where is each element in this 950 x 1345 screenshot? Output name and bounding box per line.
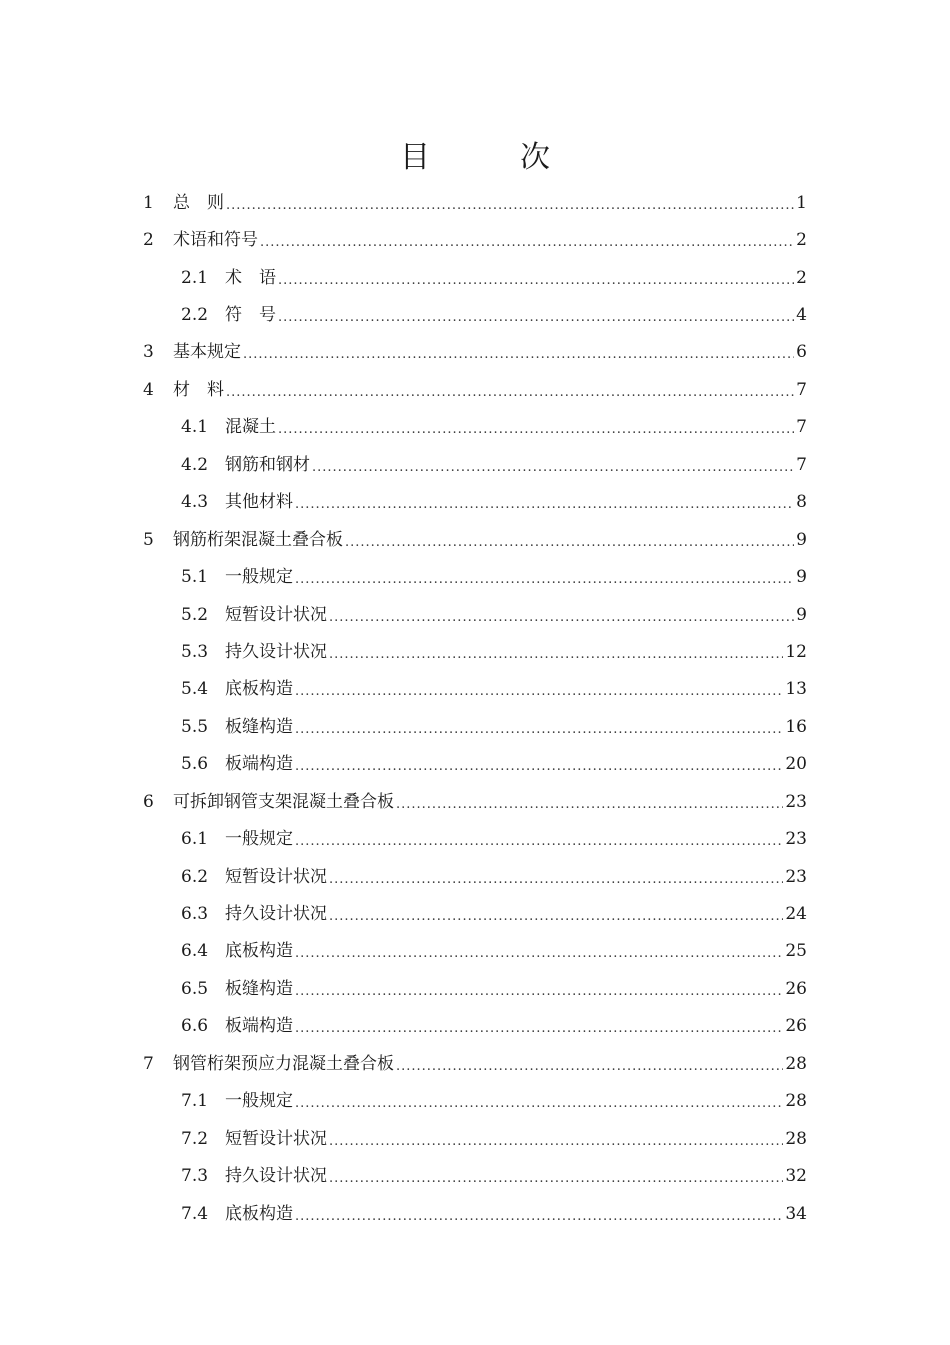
- dot-leader: [295, 829, 783, 849]
- entry-title: 基本规定: [173, 342, 241, 363]
- entry-title: 短暂设计状况: [225, 866, 327, 887]
- entry-title: 钢管桁架预应力混凝土叠合板: [173, 1053, 394, 1074]
- entry-page-number: 26: [785, 978, 807, 999]
- entry-page-number: 7: [796, 417, 807, 438]
- dot-leader: [226, 380, 794, 400]
- entry-number: 4.1: [181, 417, 209, 438]
- toc-title: 目 次: [400, 140, 580, 175]
- toc-chapter-entry[interactable]: [0, 783, 950, 820]
- entry-title: 钢筋桁架混凝土叠合板: [173, 529, 343, 550]
- entry-title: 材 料: [173, 379, 224, 400]
- dot-leader: [295, 979, 783, 999]
- entry-page-number: 7: [796, 379, 807, 400]
- toc-section-entry[interactable]: [0, 895, 950, 932]
- entry-number: 6.5: [181, 978, 209, 999]
- dot-leader: [226, 193, 794, 213]
- entry-title: 持久设计状况: [225, 641, 327, 662]
- entry-page-number: 25: [785, 941, 807, 962]
- entry-title: 板端构造: [225, 1016, 293, 1037]
- dot-leader: [295, 1091, 783, 1111]
- entry-page-number: 32: [785, 1166, 807, 1187]
- entry-number: 6.2: [181, 866, 209, 887]
- entry-page-number: 6: [796, 342, 807, 363]
- toc-section-entry[interactable]: [0, 409, 950, 446]
- dot-leader: [396, 1054, 783, 1074]
- dot-leader: [295, 754, 783, 774]
- dot-leader: [396, 792, 783, 812]
- dot-leader: [278, 305, 794, 325]
- entry-page-number: 9: [796, 529, 807, 550]
- entry-title: 板缝构造: [225, 716, 293, 737]
- entry-title: 底板构造: [225, 941, 293, 962]
- entry-page-number: 1: [796, 192, 807, 213]
- entry-page-number: 28: [785, 1091, 807, 1112]
- entry-page-number: 8: [796, 492, 807, 513]
- entry-number: 4.2: [181, 454, 209, 475]
- entry-number: 6.4: [181, 941, 209, 962]
- toc-chapter-entry[interactable]: [0, 371, 950, 408]
- entry-number: 7.4: [181, 1203, 209, 1224]
- toc-section-entry[interactable]: [0, 259, 950, 296]
- dot-leader: [329, 642, 783, 662]
- toc-section-entry[interactable]: [0, 558, 950, 595]
- toc-section-entry[interactable]: [0, 970, 950, 1007]
- toc-section-entry[interactable]: [0, 746, 950, 783]
- toc-chapter-entry[interactable]: [0, 334, 950, 371]
- toc-chapter-entry[interactable]: [0, 521, 950, 558]
- toc-section-entry[interactable]: [0, 1008, 950, 1045]
- entry-number: 6.3: [181, 904, 209, 925]
- dot-leader: [243, 342, 794, 362]
- entry-number: 7.1: [181, 1091, 209, 1112]
- entry-title: 持久设计状况: [225, 904, 327, 925]
- toc-section-entry[interactable]: [0, 596, 950, 633]
- entry-number: 6.1: [181, 829, 209, 850]
- entry-title: 底板构造: [225, 679, 293, 700]
- entry-number: 6.6: [181, 1016, 209, 1037]
- toc-section-entry[interactable]: [0, 1083, 950, 1120]
- entry-page-number: 34: [785, 1203, 807, 1224]
- entry-number: 2.1: [181, 267, 209, 288]
- entry-number: 5.4: [181, 679, 209, 700]
- entry-number: 5.3: [181, 641, 209, 662]
- entry-page-number: 28: [785, 1053, 807, 1074]
- toc-section-entry[interactable]: [0, 858, 950, 895]
- dot-leader: [295, 717, 783, 737]
- entry-page-number: 24: [785, 904, 807, 925]
- entry-page-number: 23: [785, 829, 807, 850]
- toc-chapter-entry[interactable]: [0, 1045, 950, 1082]
- toc-section-entry[interactable]: [0, 1195, 950, 1232]
- entry-title: 符 号: [225, 305, 276, 326]
- entry-title: 术 语: [225, 267, 276, 288]
- dot-leader: [329, 904, 783, 924]
- entry-page-number: 2: [796, 230, 807, 251]
- entry-page-number: 4: [796, 305, 807, 326]
- entry-number: 5.6: [181, 754, 209, 775]
- toc-section-entry[interactable]: [0, 446, 950, 483]
- entry-page-number: 20: [785, 754, 807, 775]
- entry-number: 3: [143, 342, 154, 363]
- entry-title: 板缝构造: [225, 978, 293, 999]
- entry-title: 混凝土: [225, 417, 276, 438]
- toc-section-entry[interactable]: [0, 484, 950, 521]
- toc-list: [0, 184, 950, 1232]
- dot-leader: [295, 941, 783, 961]
- dot-leader: [295, 1204, 783, 1224]
- dot-leader: [260, 230, 794, 250]
- entry-number: 4: [143, 379, 154, 400]
- dot-leader: [295, 492, 794, 512]
- entry-title: 一般规定: [225, 567, 293, 588]
- dot-leader: [295, 567, 794, 587]
- entry-page-number: 23: [785, 791, 807, 812]
- entry-page-number: 12: [785, 641, 807, 662]
- entry-number: 5.1: [181, 567, 209, 588]
- entry-number: 7.2: [181, 1128, 209, 1149]
- entry-title: 总 则: [173, 192, 224, 213]
- entry-number: 5: [143, 529, 154, 550]
- toc-section-entry[interactable]: [0, 633, 950, 670]
- toc-section-entry[interactable]: [0, 933, 950, 970]
- entry-title: 短暂设计状况: [225, 1128, 327, 1149]
- entry-title: 可拆卸钢管支架混凝土叠合板: [173, 791, 394, 812]
- dot-leader: [278, 268, 794, 288]
- entry-page-number: 28: [785, 1128, 807, 1149]
- entry-page-number: 2: [796, 267, 807, 288]
- dot-leader: [329, 605, 794, 625]
- entry-title: 持久设计状况: [225, 1166, 327, 1187]
- entry-page-number: 9: [796, 604, 807, 625]
- entry-number: 4.3: [181, 492, 209, 513]
- entry-number: 2.2: [181, 305, 209, 326]
- dot-leader: [345, 530, 794, 550]
- dot-leader: [329, 1129, 783, 1149]
- toc-chapter-entry[interactable]: [0, 221, 950, 258]
- dot-leader: [329, 867, 783, 887]
- entry-page-number: 7: [796, 454, 807, 475]
- entry-page-number: 26: [785, 1016, 807, 1037]
- entry-title: 板端构造: [225, 754, 293, 775]
- entry-title: 底板构造: [225, 1203, 293, 1224]
- toc-section-entry[interactable]: [0, 1120, 950, 1157]
- toc-section-entry[interactable]: [0, 671, 950, 708]
- entry-title: 钢筋和钢材: [225, 454, 310, 475]
- entry-title: 一般规定: [225, 829, 293, 850]
- entry-page-number: 23: [785, 866, 807, 887]
- dot-leader: [329, 1166, 783, 1186]
- entry-page-number: 16: [785, 716, 807, 737]
- toc-section-entry[interactable]: [0, 708, 950, 745]
- entry-number: 7: [143, 1053, 154, 1074]
- entry-title: 短暂设计状况: [225, 604, 327, 625]
- entry-title: 其他材料: [225, 492, 293, 513]
- toc-section-entry[interactable]: [0, 296, 950, 333]
- dot-leader: [295, 679, 783, 699]
- entry-number: 2: [143, 230, 154, 251]
- dot-leader: [295, 1016, 783, 1036]
- dot-leader: [278, 417, 794, 437]
- entry-number: 5.2: [181, 604, 209, 625]
- toc-section-entry[interactable]: [0, 820, 950, 857]
- entry-title: 一般规定: [225, 1091, 293, 1112]
- entry-number: 5.5: [181, 716, 209, 737]
- entry-number: 7.3: [181, 1166, 209, 1187]
- entry-title: 术语和符号: [173, 230, 258, 251]
- entry-page-number: 13: [785, 679, 807, 700]
- entry-page-number: 9: [796, 567, 807, 588]
- dot-leader: [312, 455, 794, 475]
- toc-section-entry[interactable]: [0, 1157, 950, 1194]
- entry-number: 6: [143, 791, 154, 812]
- entry-number: 1: [143, 192, 154, 213]
- toc-chapter-entry[interactable]: [0, 184, 950, 221]
